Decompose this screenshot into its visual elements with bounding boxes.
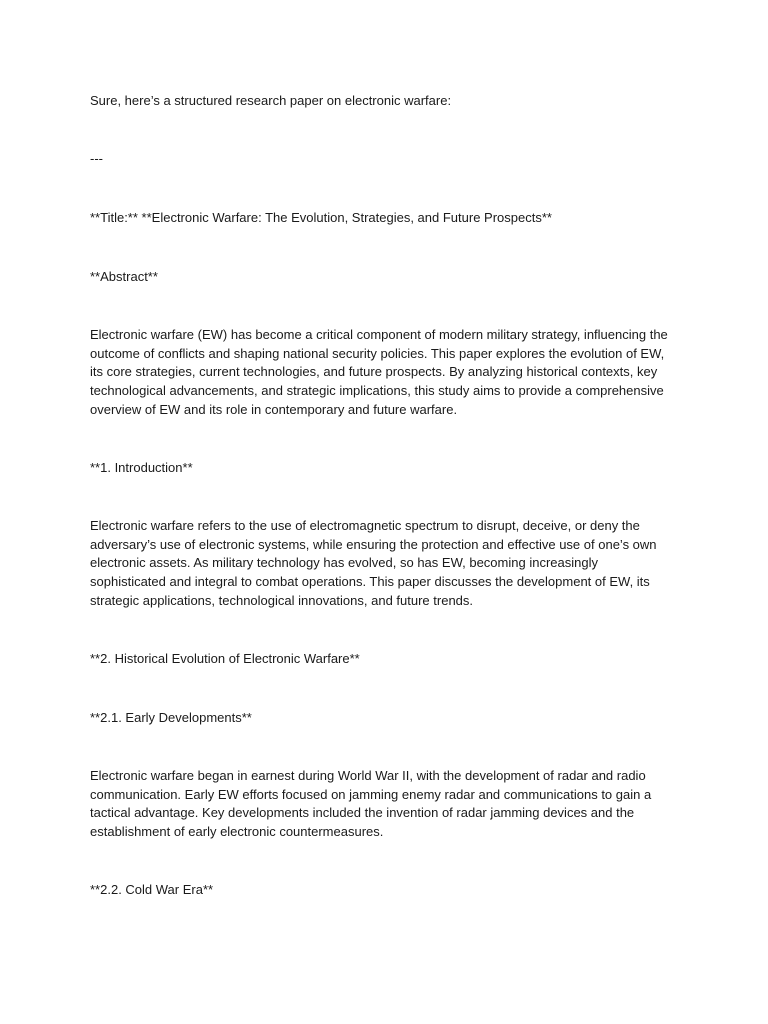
abstract-heading: **Abstract** (90, 269, 158, 284)
section-1-paragraph: Electronic warfare refers to the use of electromagnetic spectrum to disrupt, deceive, or deny the adversary’s use of electronic systems, while ensuring the protection and effective use of one’s own electronic assets. As military technology has evolved, so has EW, becoming increasingly sophisticated and integral to combat operations. This paper discusses the development of EW, its strategic applications, technological innovations, and future trends. (90, 518, 657, 608)
abstract-paragraph: Electronic warfare (EW) has become a critical component of modern military strategy, influencing the outcome of conflicts and shaping national security policies. This paper explores the evolution of EW, its core strategies, current technologies, and future prospects. By analyzing historical contexts, key technological advancements, and strategic implications, this study aims to provide a comprehensive overview of EW and its role in contemporary and future warfare. (90, 327, 668, 417)
section-2-1-heading: **2.1. Early Developments** (90, 710, 252, 725)
title-line: **Title:** **Electronic Warfare: The Evolution, Strategies, and Future Prospects** (90, 210, 552, 225)
intro-line: Sure, here’s a structured research paper on electronic warfare: (90, 93, 452, 108)
section-2-heading: **2. Historical Evolution of Electronic Warfare** (90, 651, 360, 666)
section-1-heading: **1. Introduction** (90, 460, 193, 475)
separator: --- (90, 151, 103, 166)
section-2-2-heading: **2.2. Cold War Era** (90, 882, 214, 897)
section-2-1-paragraph: Electronic warfare began in earnest during World War II, with the development of radar and radio communication. Early EW efforts focused on jamming enemy radar and communications to gain a tactical advantage. Key developments included the invention of radar jamming devices and the establishment of early electronic countermeasures. (90, 768, 652, 840)
